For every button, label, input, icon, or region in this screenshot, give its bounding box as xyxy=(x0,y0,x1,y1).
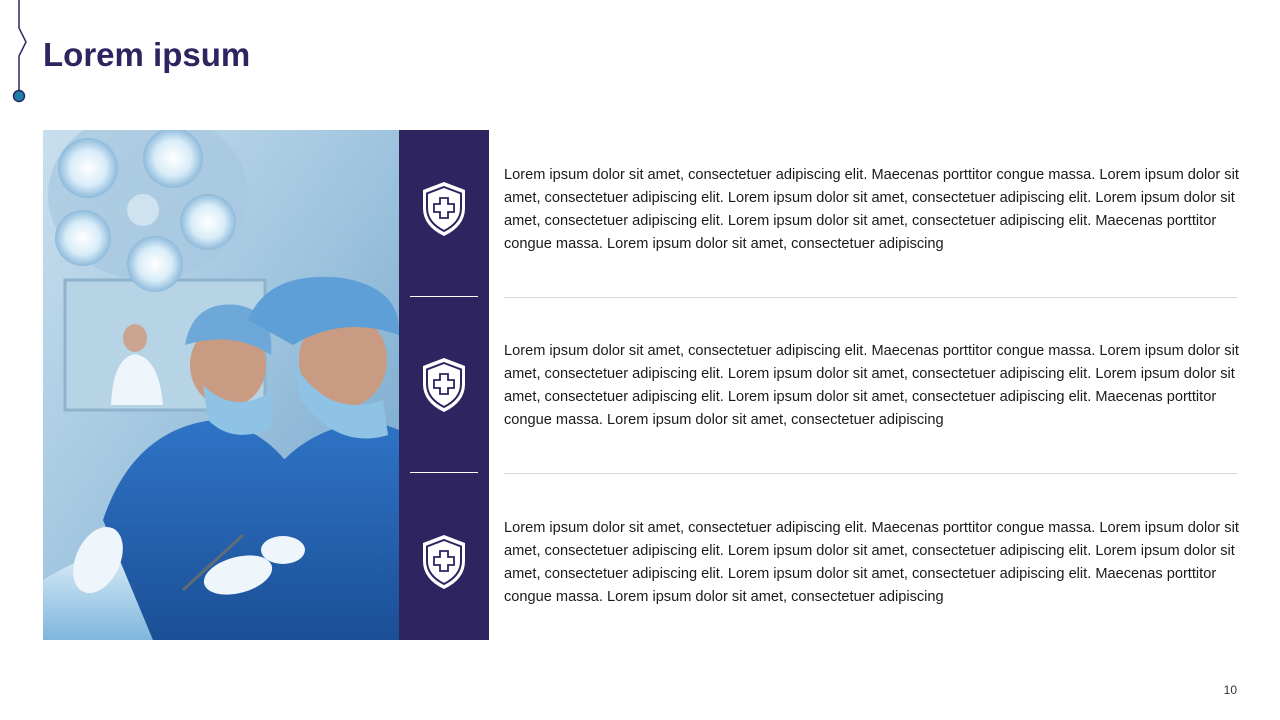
row-text-3: Lorem ipsum dolor sit amet, consectetuer adipiscing elit. Maecenas porttitor congue massa. Lorem ipsum dolor sit amet, consectetuer adipiscing elit. Lorem ipsum dolor sit amet, consectetuer adipiscing elit. Lorem ipsum dolor sit amet, consectetuer adipiscing elit. Lorem ipsum dolor sit amet, consectetuer adipiscing elit. Maecenas porttitor congue massa. Lorem ipsum dolor sit amet, consectetuer adipiscing xyxy=(504,520,1239,605)
row-text-1: Lorem ipsum dolor sit amet, consectetuer adipiscing elit. Maecenas porttitor congue massa. Lorem ipsum dolor sit amet, consectetuer adipiscing elit. Lorem ipsum dolor sit amet, consectetuer adipiscing elit. Lorem ipsum dolor sit amet, consectetuer adipiscing elit. Lorem ipsum dolor sit amet, consectetuer adipiscing elit. Maecenas porttitor congue massa. Lorem ipsum dolor sit amet, consectetuer adipiscing xyxy=(504,167,1239,252)
page-number: 10 xyxy=(1223,683,1237,697)
title-accent-line xyxy=(0,0,40,110)
row-text-2: Lorem ipsum dolor sit amet, consectetuer adipiscing elit. Maecenas porttitor congue massa. Lorem ipsum dolor sit amet, consectetuer adipiscing elit. Lorem ipsum dolor sit amet, consectetuer adipiscing elit. Lorem ipsum dolor sit amet, consectetuer adipiscing elit. Lorem ipsum dolor sit amet, consectetuer adipiscing elit. Maecenas porttitor congue massa. Lorem ipsum dolor sit amet, consectetuer adipiscing xyxy=(504,343,1239,428)
medical-shield-icon xyxy=(420,356,468,414)
medical-shield-icon xyxy=(420,180,468,238)
slide-title: Lorem ipsum xyxy=(43,36,251,73)
icon-band xyxy=(399,130,489,640)
band-divider xyxy=(410,296,478,297)
medical-shield-icon xyxy=(420,533,468,591)
band-divider xyxy=(410,472,478,473)
surgeons-operating-photo xyxy=(43,130,399,640)
row-divider xyxy=(504,297,1237,298)
row-divider xyxy=(504,473,1237,474)
